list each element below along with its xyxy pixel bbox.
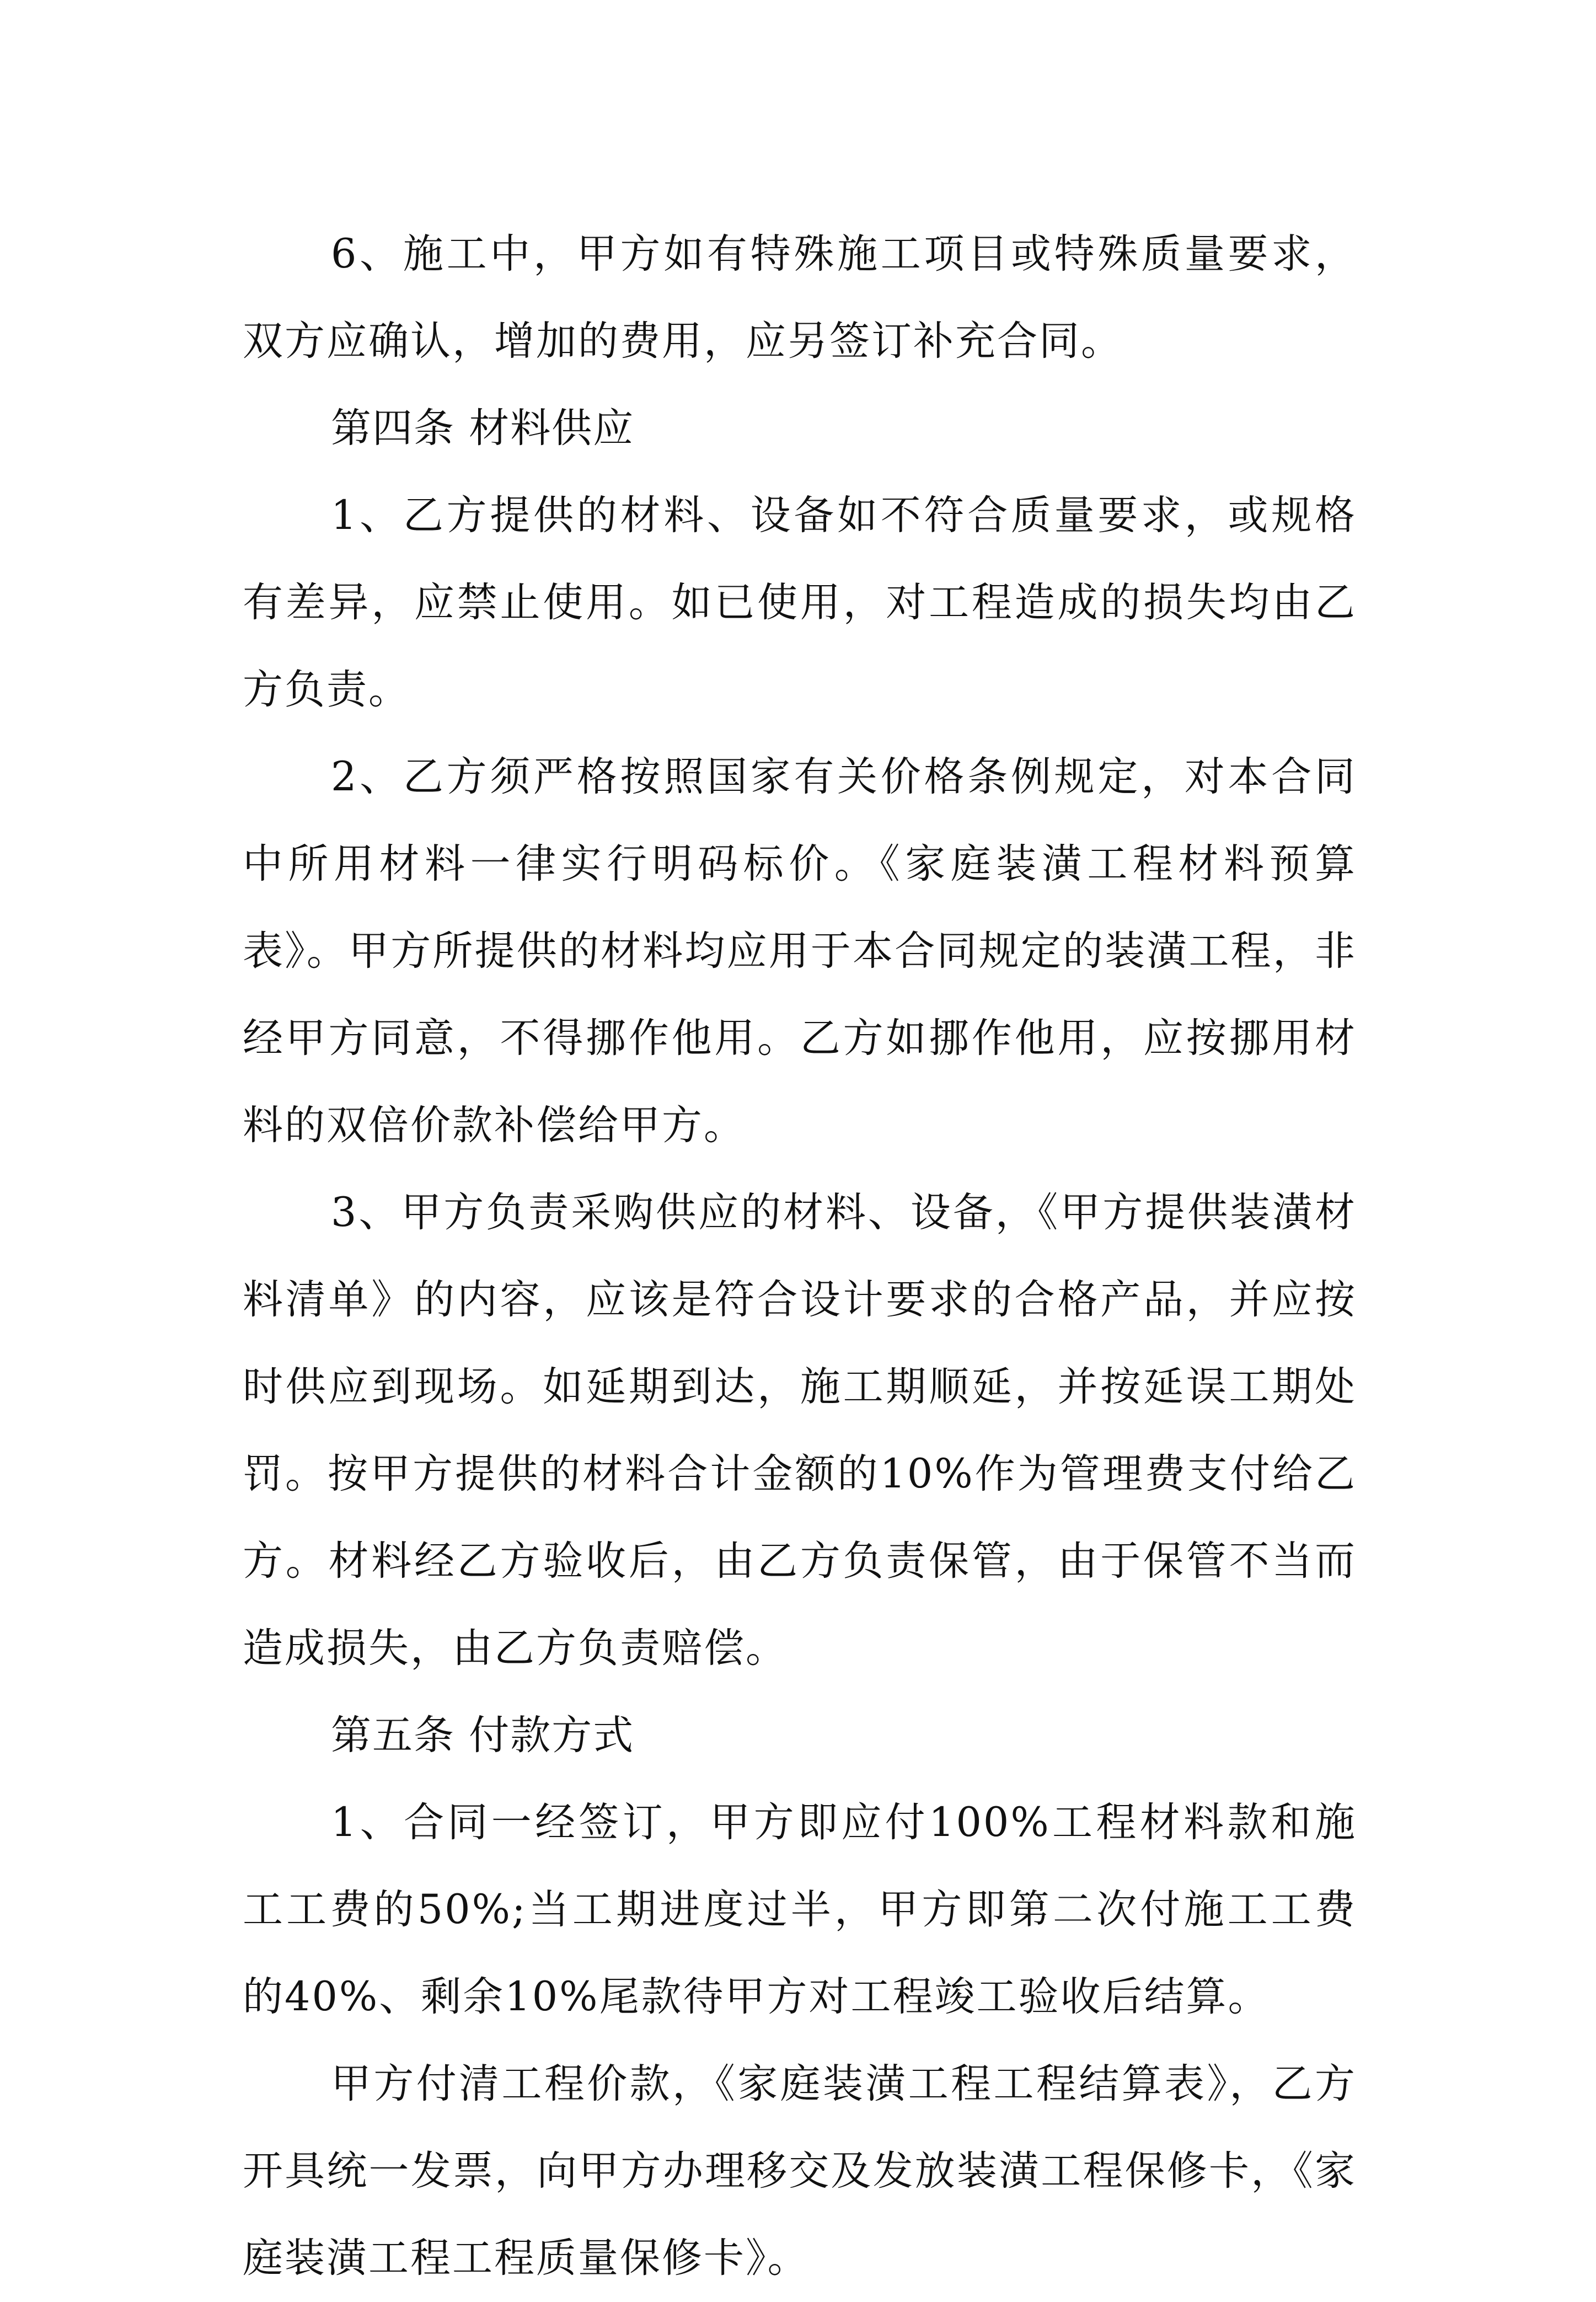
clause-5-item-1: 1、合同一经签订，甲方即应付100%工程材料款和施工工费的50%;当工期进度过半，甲方即第二次付施工工费的40%、剩余10%尾款待甲方对工程竣工验收后结算。: [243, 1799, 1357, 2020]
clause-5-settlement-paragraph: 甲方付清工程价款，《家庭装潢工程工程结算表》，乙方开具统一发票，向甲方办理移交及发放装潢工程保修卡，《家庭装潢工程工程质量保修卡》。: [243, 2060, 1357, 2282]
document-page: [243, 211, 1357, 2302]
article-5-heading: 第五条 付款方式: [331, 1712, 635, 1759]
article-4-heading: 第四条 材料供应: [331, 405, 635, 452]
clause-4-item-3: 3、甲方负责采购供应的材料、设备，《甲方提供装潢材料清单》的内容，应该是符合设计要求的合格产品，并应按时供应到现场。如延期到达，施工期顺延，并按延误工期处罚。按甲方提供的材料合计金额的10%作为管理费支付给乙方。材料经乙方验收后，由乙方负责保管，由于保管不当而造成损失，由乙方负责赔偿。: [243, 1189, 1357, 1672]
clause-4-item-2: 2、乙方须严格按照国家有关价格条例规定，对本合同中所用材料一律实行明码标价。《家庭装潢工程材料预算表》。甲方所提供的材料均应用于本合同规定的装潢工程，非经甲方同意，不得挪作他用。乙方如挪作他用，应按挪用材料的双倍价款补偿给甲方。: [243, 753, 1357, 1149]
clause-4-item-1: 1、乙方提供的材料、设备如不符合质量要求，或规格有差异，应禁止使用。如已使用，对工程造成的损失均由乙方负责。: [243, 492, 1357, 713]
clause-3-item-6: 6、施工中，甲方如有特殊施工项目或特殊质量要求，双方应确认，增加的费用，应另签订补充合同。: [243, 231, 1357, 365]
